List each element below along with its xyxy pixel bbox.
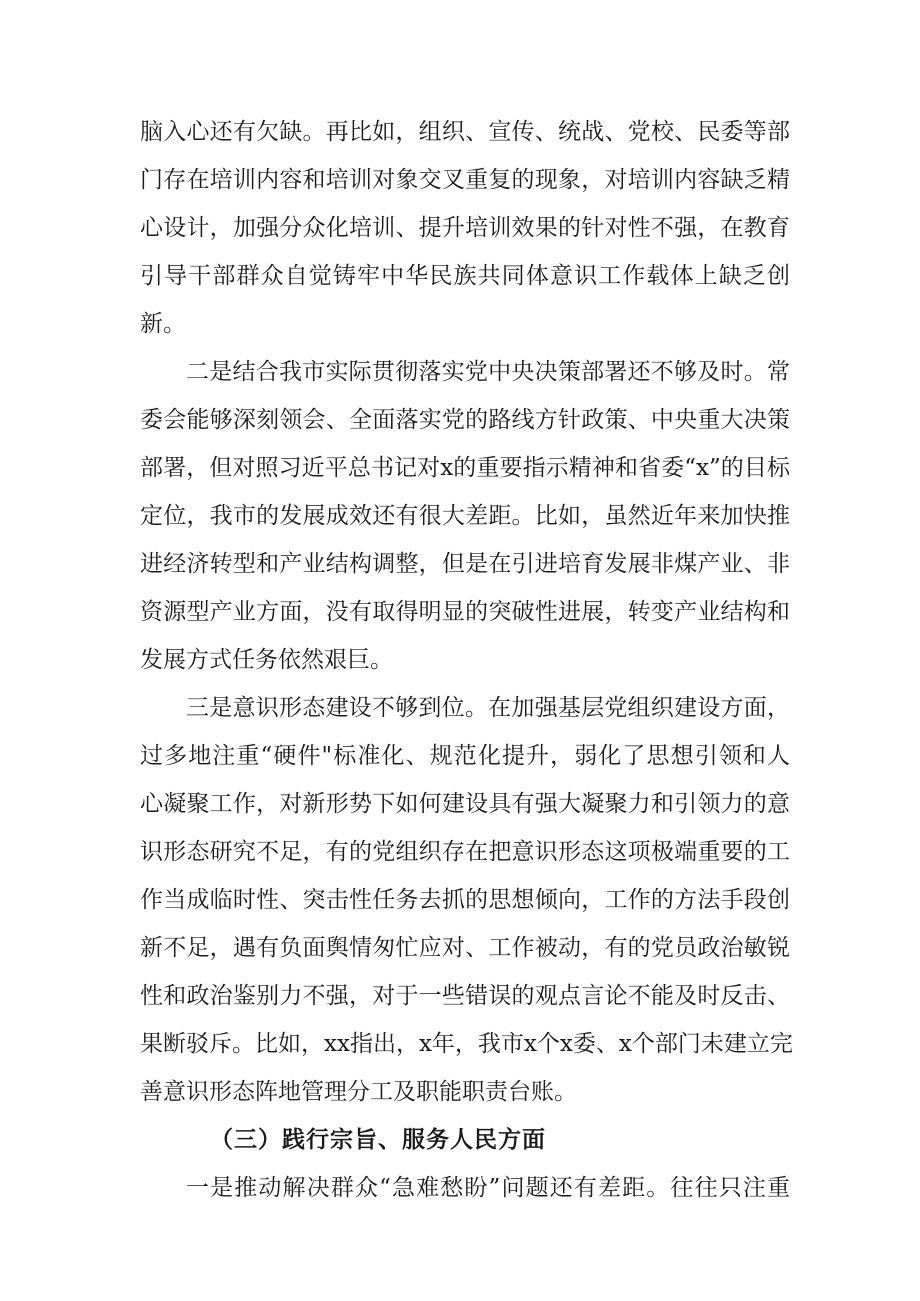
paragraph-3-line-9: 善意识形态阵地管理分工及职能职责台账。	[140, 1079, 577, 1105]
paragraph-1-line-3: 心设计，加强分众化培训、提升培训效果的针对性不强，在教育	[140, 215, 790, 241]
paragraph-2-line-3: 部署，但对照习近平总书记对x的重要指示精神和省委“x”的目标	[140, 455, 790, 481]
paragraph-2-line-5: 进经济转型和产业结构调整，但是在引进培育发展非煤产业、非	[140, 551, 790, 577]
paragraph-3-line-4: 识形态研究不足，有的党组织存在把意识形态这项极端重要的工	[140, 839, 790, 865]
paragraph-3-line-5: 作当成临时性、突击性任务去抓的思想倾向，工作的方法手段创	[140, 887, 790, 913]
paragraph-3-line-1: 三是意识形态建设不够到位。在加强基层党组织建设方面，	[186, 695, 790, 721]
paragraph-1-line-5: 新。	[140, 311, 186, 337]
paragraph-4-line-1: 一是推动解决群众“急难愁盼”问题还有差距。往往只注重	[186, 1175, 790, 1201]
paragraph-3-line-3: 心凝聚工作，对新形势下如何建设具有强大凝聚力和引领力的意	[140, 791, 790, 817]
section-heading: （三）践行宗旨、服务人民方面	[210, 1126, 546, 1153]
paragraph-2-line-2: 委会能够深刻领会、全面落实党的路线方针政策、中央重大决策	[140, 407, 790, 433]
paragraph-2-line-4: 定位，我市的发展成效还有很大差距。比如，虽然近年来加快推	[140, 503, 790, 529]
paragraph-3-line-6: 新不足，遇有负面舆情匆忙应对、工作被动，有的党员政治敏锐	[140, 935, 790, 961]
paragraph-2-line-6: 资源型产业方面，没有取得明显的突破性进展，转变产业结构和	[140, 599, 790, 625]
paragraph-1-line-2: 门存在培训内容和培训对象交叉重复的现象，对培训内容缺乏精	[140, 167, 790, 193]
paragraph-2-line-1: 二是结合我市实际贯彻落实党中央决策部署还不够及时。常	[186, 359, 790, 385]
paragraph-3-line-7: 性和政治鉴别力不强，对于一些错误的观点言论不能及时反击、	[140, 983, 790, 1009]
paragraph-3-line-8: 果断驳斥。比如，xx指出，x年，我市x个x委、x个部门未建立完	[140, 1031, 793, 1057]
paragraph-1-line-4: 引导干部群众自觉铸牢中华民族共同体意识工作载体上缺乏创	[140, 263, 790, 289]
paragraph-1-line-1: 脑入心还有欠缺。再比如，组织、宣传、统战、党校、民委等部	[140, 119, 790, 145]
paragraph-2-line-7: 发展方式任务依然艰巨。	[140, 647, 393, 673]
paragraph-3-line-2: 过多地注重“硬件"标准化、规范化提升，弱化了思想引领和人	[140, 743, 790, 769]
